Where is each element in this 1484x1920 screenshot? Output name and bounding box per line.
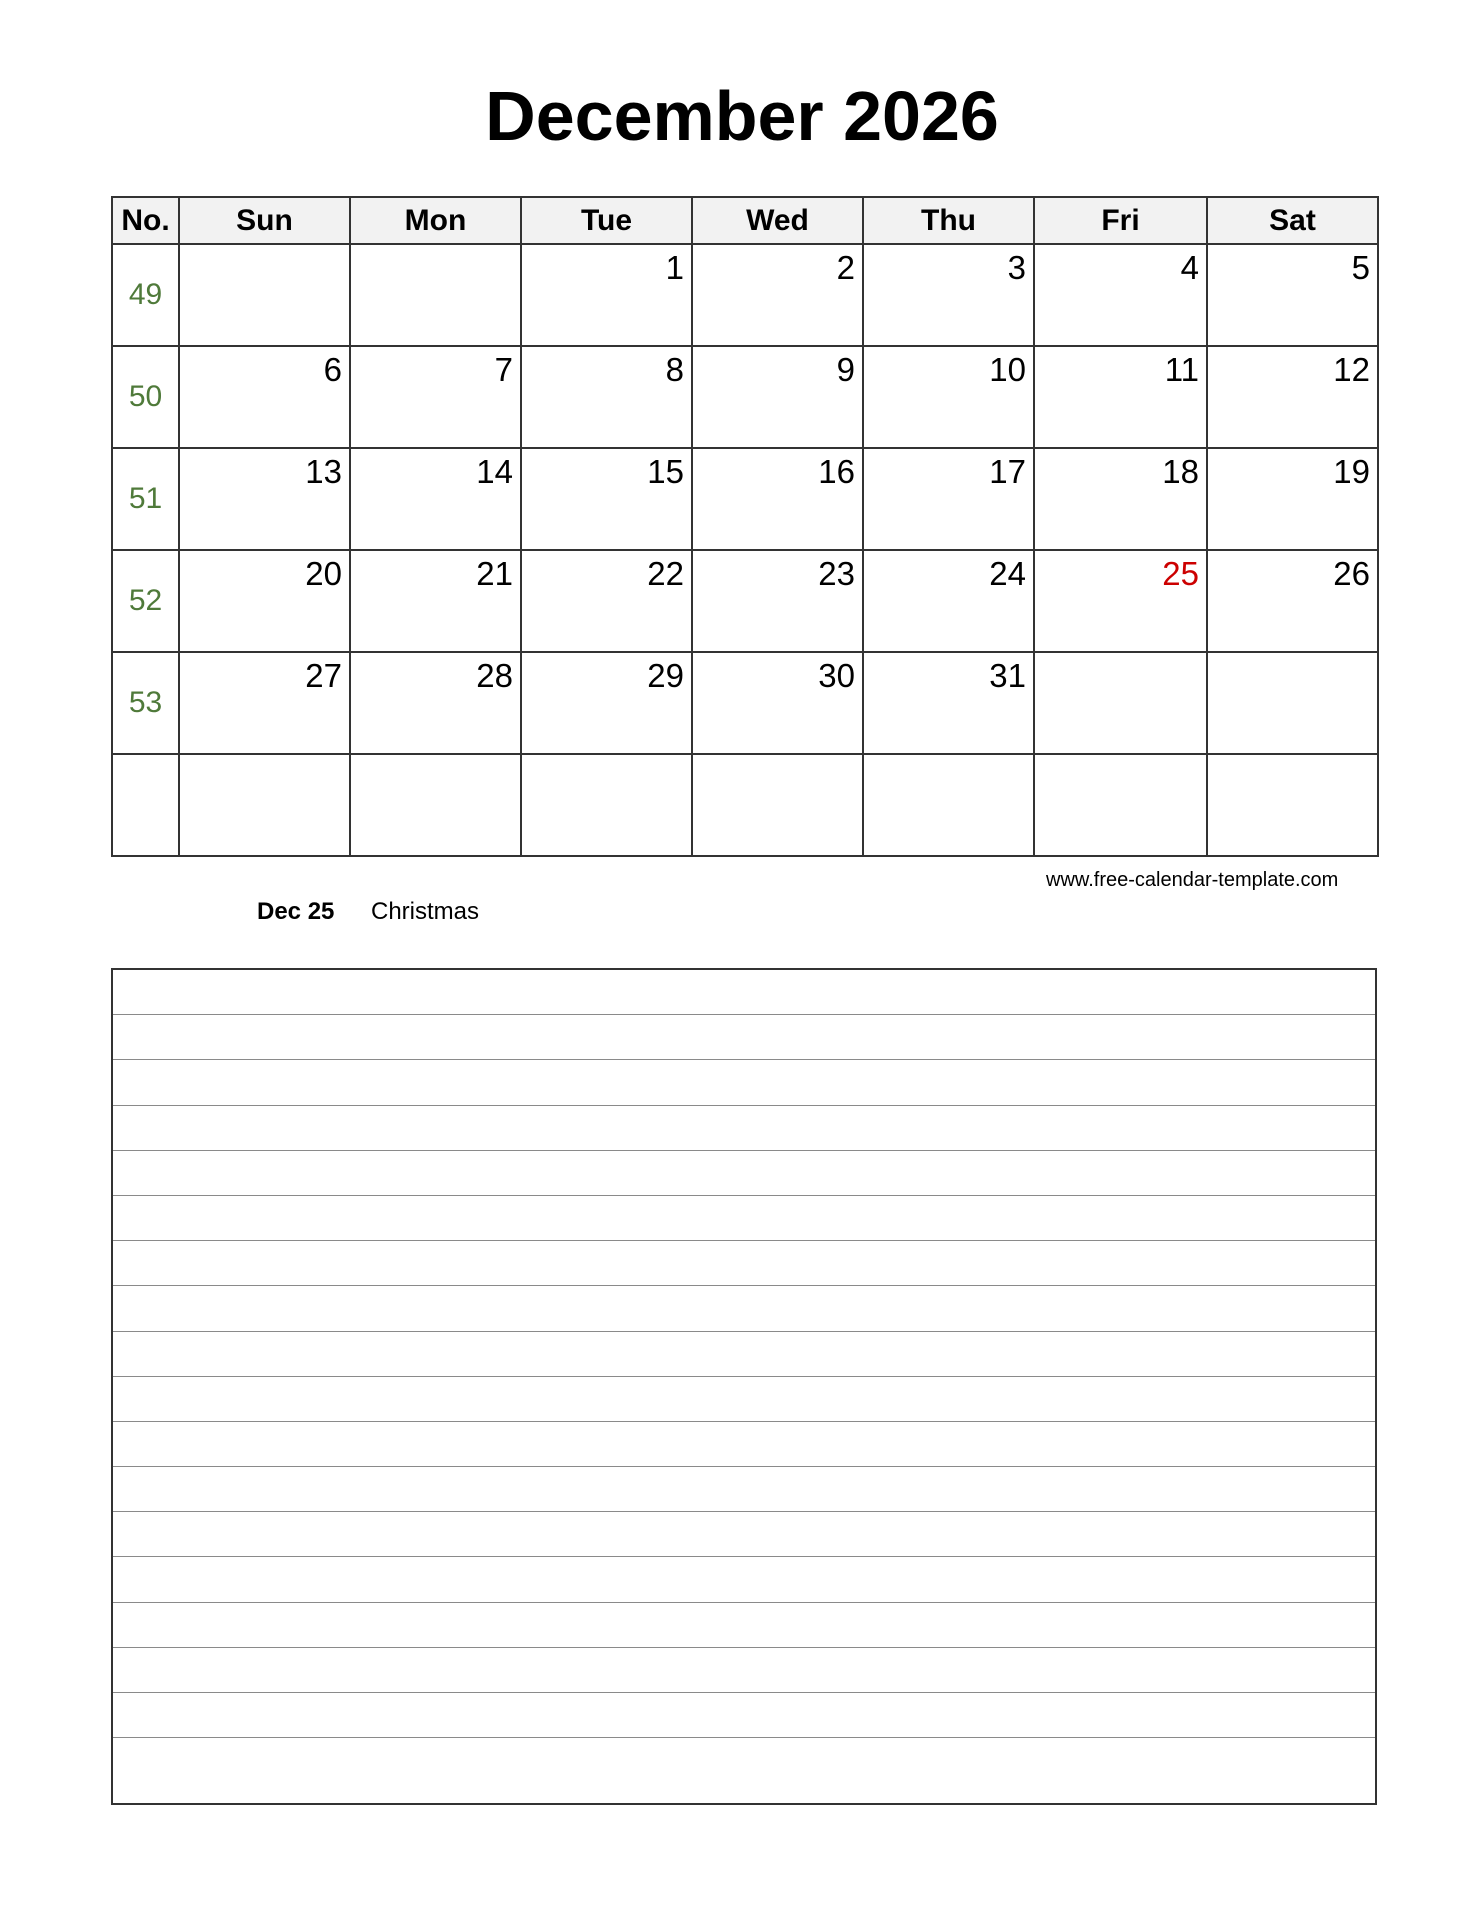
day-cell[interactable] [350,550,521,652]
day-cell[interactable] [1207,346,1378,448]
day-number [351,755,520,759]
day-cell[interactable] [1207,754,1378,856]
day-number [351,245,520,249]
week-row [112,346,1378,448]
note-line [113,1738,1375,1783]
day-number: 12 [1333,351,1370,388]
day-number: 10 [989,351,1026,388]
note-line [113,1422,1375,1467]
week-number-header: No. [112,197,179,244]
day-cell[interactable] [179,754,350,856]
day-cell[interactable] [521,244,692,346]
calendar-title: December 2026 [485,77,999,155]
day-number [522,755,691,759]
day-cell[interactable] [521,550,692,652]
holiday-list [257,897,479,927]
note-line [113,1106,1375,1151]
day-cell[interactable] [1034,244,1207,346]
day-number: 28 [476,657,513,694]
day-cell[interactable] [179,346,350,448]
holiday-entry [257,897,479,927]
week-row [112,550,1378,652]
day-cell[interactable] [521,448,692,550]
day-number [180,245,349,249]
week-row [112,754,1378,856]
day-number: 1 [665,249,684,286]
day-cell[interactable] [350,652,521,754]
day-cell[interactable] [179,550,350,652]
source-url: www.free-calendar-template.com [1046,869,1339,891]
day-cell[interactable] [350,346,521,448]
notes-area[interactable] [111,968,1377,1805]
day-number: 9 [836,351,855,388]
week-row [112,244,1378,346]
day-number: 24 [989,555,1026,592]
day-number: 3 [1007,249,1026,286]
day-cell[interactable] [692,346,863,448]
day-cell[interactable] [1207,244,1378,346]
day-cell[interactable] [863,244,1034,346]
day-number: 18 [1162,453,1199,490]
day-cell[interactable] [692,244,863,346]
day-number: 7 [494,351,513,388]
note-line [113,1151,1375,1196]
week-number [112,754,179,856]
day-number [1208,653,1377,657]
note-line [113,970,1375,1015]
note-line [113,1557,1375,1602]
day-number [864,755,1033,759]
weekday-header-sat: Sat [1207,197,1378,244]
day-number: 13 [305,453,342,490]
holiday-date: Dec 25 [257,898,335,925]
weekday-header-tue: Tue [521,197,692,244]
weekday-header-fri: Fri [1034,197,1207,244]
day-number [1208,755,1377,759]
note-line [113,1603,1375,1648]
day-cell[interactable] [692,652,863,754]
day-number [1035,755,1206,759]
day-cell[interactable] [350,244,521,346]
note-line [113,1060,1375,1105]
day-cell[interactable] [1034,652,1207,754]
day-number [1035,653,1206,657]
day-cell[interactable] [1207,652,1378,754]
day-number: 15 [647,453,684,490]
note-line [113,1377,1375,1422]
week-row [112,652,1378,754]
day-number: 17 [989,453,1026,490]
day-number: 6 [323,351,342,388]
day-number: 4 [1180,249,1199,286]
day-number: 20 [305,555,342,592]
day-number: 27 [305,657,342,694]
day-number: 31 [989,657,1026,694]
day-cell[interactable] [863,550,1034,652]
day-number: 11 [1164,351,1199,388]
note-line [113,1332,1375,1377]
day-cell[interactable] [1034,448,1207,550]
day-number: 14 [476,453,513,490]
day-cell[interactable] [863,448,1034,550]
weekday-header-thu: Thu [863,197,1034,244]
day-number: 21 [476,555,513,592]
weekday-header-mon: Mon [350,197,521,244]
week-number: 51 [112,448,179,550]
week-number: 52 [112,550,179,652]
day-number [180,755,349,759]
day-cell[interactable] [1207,550,1378,652]
day-cell[interactable] [1034,550,1207,652]
note-line [113,1693,1375,1738]
day-number: 22 [647,555,684,592]
day-cell[interactable] [863,346,1034,448]
day-cell[interactable] [179,652,350,754]
day-cell[interactable] [863,652,1034,754]
note-line [113,1467,1375,1512]
day-number: 5 [1351,249,1370,286]
weekday-header-wed: Wed [692,197,863,244]
day-cell[interactable] [179,244,350,346]
day-number [693,755,862,759]
week-number: 50 [112,346,179,448]
day-number: 26 [1333,555,1370,592]
day-number: 23 [818,555,855,592]
note-line [113,1512,1375,1557]
day-cell[interactable] [1034,754,1207,856]
week-row [112,448,1378,550]
day-cell[interactable] [521,652,692,754]
day-number: 8 [665,351,684,388]
day-cell[interactable] [350,754,521,856]
note-line [113,1196,1375,1241]
day-number: 25 [1162,555,1199,592]
note-line [113,1286,1375,1331]
note-line [113,1241,1375,1286]
day-cell[interactable] [692,448,863,550]
day-cell[interactable] [179,448,350,550]
day-cell[interactable] [692,550,863,652]
weekday-header-sun: Sun [179,197,350,244]
day-number: 2 [836,249,855,286]
day-number: 30 [818,657,855,694]
day-number: 19 [1333,453,1370,490]
day-number: 16 [818,453,855,490]
day-number: 29 [647,657,684,694]
weekday-header-row [112,197,1378,244]
day-cell[interactable] [350,448,521,550]
holiday-name: Christmas [371,898,480,925]
day-cell[interactable] [521,346,692,448]
note-line [113,1648,1375,1693]
day-cell[interactable] [1034,346,1207,448]
note-line [113,1015,1375,1060]
day-cell[interactable] [692,754,863,856]
day-cell[interactable] [863,754,1034,856]
week-number: 53 [112,652,179,754]
day-cell[interactable] [1207,448,1378,550]
calendar-grid [111,196,1379,857]
week-number: 49 [112,244,179,346]
day-cell[interactable] [521,754,692,856]
